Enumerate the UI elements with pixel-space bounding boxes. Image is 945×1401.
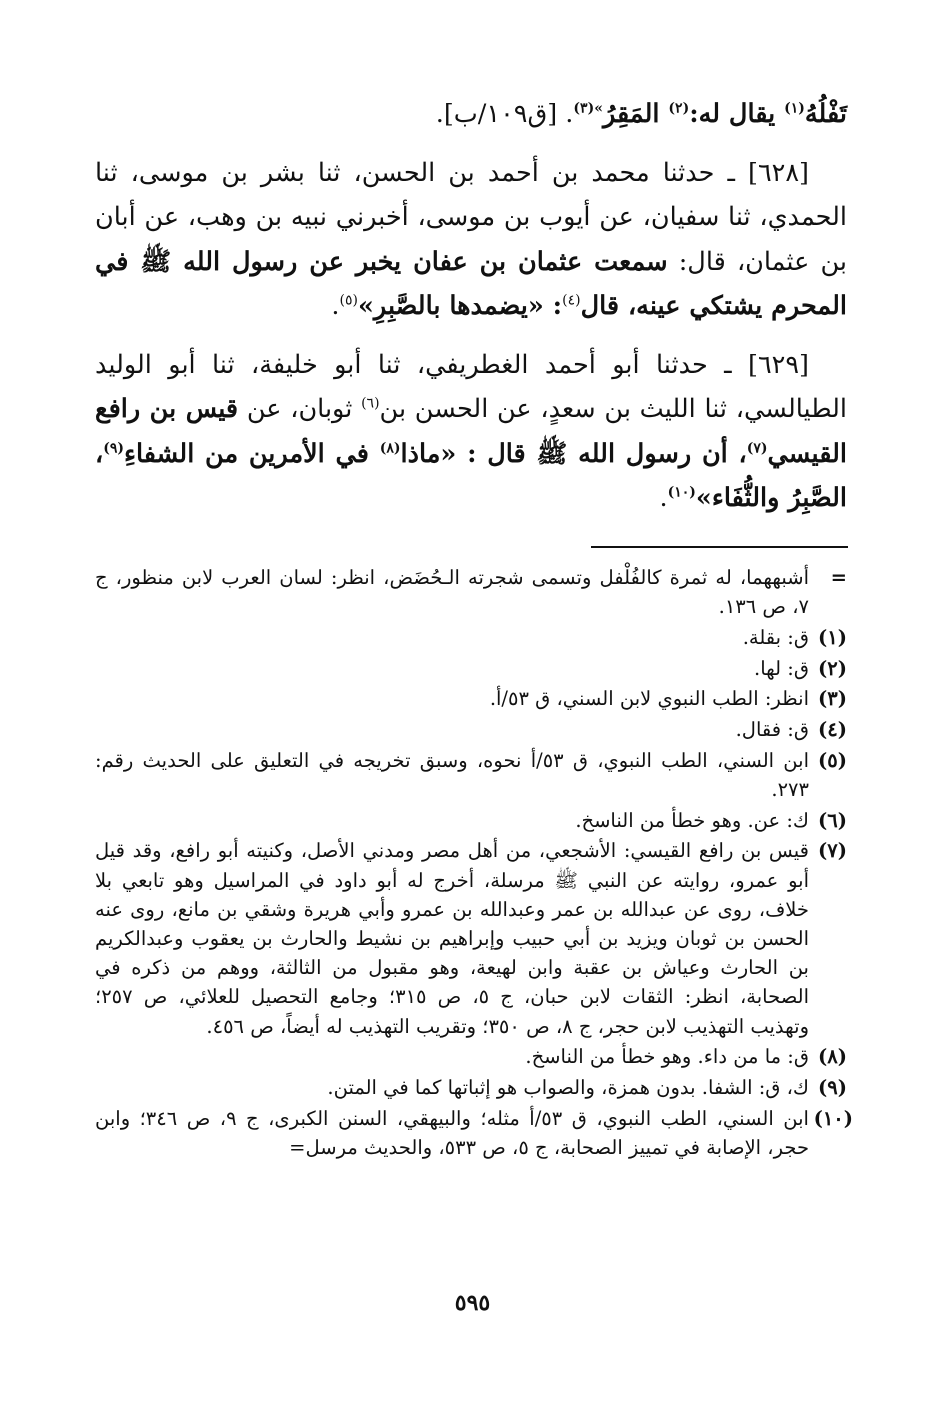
footnote-5 xyxy=(95,746,847,804)
footnote-text: انظر: الطب النبوي لابن السني، ق ٥٣/أ. xyxy=(489,687,809,711)
footnote-2 xyxy=(95,654,847,683)
text: . [ق١٠٩/ب]. xyxy=(435,99,574,129)
text: . xyxy=(331,291,340,321)
footnote-1 xyxy=(95,623,847,652)
footnote-mark: (٤) xyxy=(818,718,847,742)
footnote-mark: (٩) xyxy=(818,1075,847,1099)
matn-text: ، الصَّبِرُ والثُّفَاء» xyxy=(95,438,847,513)
footnote-ref: (٨) xyxy=(379,440,401,456)
main-text xyxy=(95,92,847,521)
footnote-mark: (٥) xyxy=(818,748,847,772)
footnote-ref: (٤) xyxy=(562,292,581,309)
footnote-9 xyxy=(95,1073,847,1102)
isnad-text: ثوبان، عن xyxy=(238,394,362,424)
footnote-text: ق: فقال. xyxy=(735,718,809,742)
text-bold: يقال له: xyxy=(689,99,785,129)
footnote-mark: = xyxy=(830,566,847,589)
footnote-mark: (٢) xyxy=(818,656,847,680)
text-bold: المَقِرُ xyxy=(602,99,669,129)
footnotes xyxy=(95,563,853,1164)
footnote-mark: (١٠) xyxy=(813,1106,853,1130)
footnote-mark: (٦) xyxy=(818,808,847,832)
footnote-10 xyxy=(95,1104,853,1162)
footnote-mark: (٧) xyxy=(818,839,847,863)
footnote-4 xyxy=(95,715,847,744)
footnote-8 xyxy=(95,1042,847,1071)
footnote-continuation xyxy=(95,563,847,621)
continuation-line xyxy=(95,92,847,137)
footnote-ref: (٧) xyxy=(746,440,768,456)
footnote-ref: (١٠) xyxy=(667,484,696,501)
footnote-text: ابن السني، الطب النبوي، ق ٥٣/أ نحوه، وسبق تخريجه في التعليق على الحديث رقم: ٢٧٣. xyxy=(95,748,809,801)
footnote-divider xyxy=(591,546,848,548)
hadith-629 xyxy=(95,343,847,521)
footnote-text: ق: لها. xyxy=(754,656,809,680)
footnote-ref: (٢) xyxy=(668,100,690,117)
footnote-6 xyxy=(95,806,847,835)
page-number: ٥٩٥ xyxy=(454,1290,491,1316)
footnote-text: ك، ق: الشفا. بدون همزة، والصواب هو إثباتها كما في المتن. xyxy=(327,1075,809,1099)
footnote-mark: (١) xyxy=(818,625,847,649)
footnote-ref: (٦) xyxy=(361,395,380,412)
text-bold: تَفْلُهُ xyxy=(804,99,847,129)
matn-text: : «يضمدها بالصَّبِرِ» xyxy=(357,291,563,321)
matn-text: في الأمرين من الشفاءِ xyxy=(124,438,380,469)
narrator-name: قيس بن رافع القيسي xyxy=(95,394,847,469)
footnote-mark: (٨) xyxy=(818,1045,847,1069)
footnote-text: ابن السني، الطب النبوي، ق ٥٣/أ مثله؛ والبيهقي، السنن الكبرى، ج ٩، ص ٣٤٦؛ وابن حجر، الإصابة في تمييز الصحابة، ج ٥، ص ٥٣٣، والحديث مرسل= xyxy=(95,1106,809,1159)
footnote-ref: (١) xyxy=(784,100,805,117)
footnote-ref: (٥) xyxy=(339,292,358,309)
footnote-ref: (٩) xyxy=(103,440,125,456)
text: . xyxy=(659,483,668,513)
footnote-mark: (٣) xyxy=(818,687,847,711)
footnote-text: ق: ما من داء. وهو خطأ من الناسخ. xyxy=(525,1045,809,1069)
hadith-628 xyxy=(95,151,847,329)
footnote-text: ك: عن. وهو خطأ من الناسخ. xyxy=(575,808,809,832)
footnote-ref: »(٣) xyxy=(573,100,603,117)
matn-text: ، أن رسول الله ﷺ قال : «ماذا xyxy=(400,438,747,469)
footnote-3 xyxy=(95,684,847,713)
footnote-7 xyxy=(95,836,847,1040)
footnote-text: أشبههما، له ثمرة كالفُلْفل وتسمى شجرته الـحُضَض، انظر: لسان العرب لابن منظور، ج ٧، ص ١٣٦. xyxy=(95,566,809,619)
footnote-text: ق: بقلة. xyxy=(742,625,809,649)
footnote-text: قيس بن رافع القيسي: الأشجعي، من أهل مصر ومدني الأصل، وكنيته أبو رافع، وقد قيل أبو عمرو، روايته عن النبي ﷺ مرسلة، أخرج له أبو داود في المراسيل وهو تابعي بلا خلاف، روى عن عبدالله بن عمر وعبدالله بن عمرو وأبي هريرة وشقي بن مانع، روى عنه الحسن بن ثوبان ويزيد بن أبي حبيب وإبراهيم بن نشيط والحارث بن يعقوب وعبدالكريم بن الحارث وعياش بن عقبة وابن لهيعة، وهو مقبول من الثالثة، ووهم من ذكره في الصحابة، انظر: الثقات لابن حبان، ج ٥، ص ٣١٥؛ وجامع التحصيل للعلائي، ص ٢٥٧؛ وتهذيب التهذيب لابن حجر، ج ٨، ص ٣٥٠؛ وتقريب التهذيب له أيضاً، ص ٤٥٦. xyxy=(95,839,809,1038)
isnad-text: [٦٢٩] ـ حدثنا أبو أحمد الغطريفي، ثنا أبو خليفة، ثنا أبو الوليد الطيالسي، ثنا الليث بن سعدٍ، عن الحسن بن xyxy=(95,349,847,424)
isnad-text: [٦٢٨] ـ حدثنا محمد بن أحمد بن الحسن، ثنا بشر بن موسى، ثنا الحمدي، ثنا سفيان، عن أيوب بن موسى، أخبرني نبيه بن وهب، عن أبان بن عثمان، قال: xyxy=(95,157,847,277)
matn-text: سمعت عثمان بن عفان يخبر عن رسول الله ﷺ في المحرم يشتكي عينه، قال xyxy=(95,246,847,321)
